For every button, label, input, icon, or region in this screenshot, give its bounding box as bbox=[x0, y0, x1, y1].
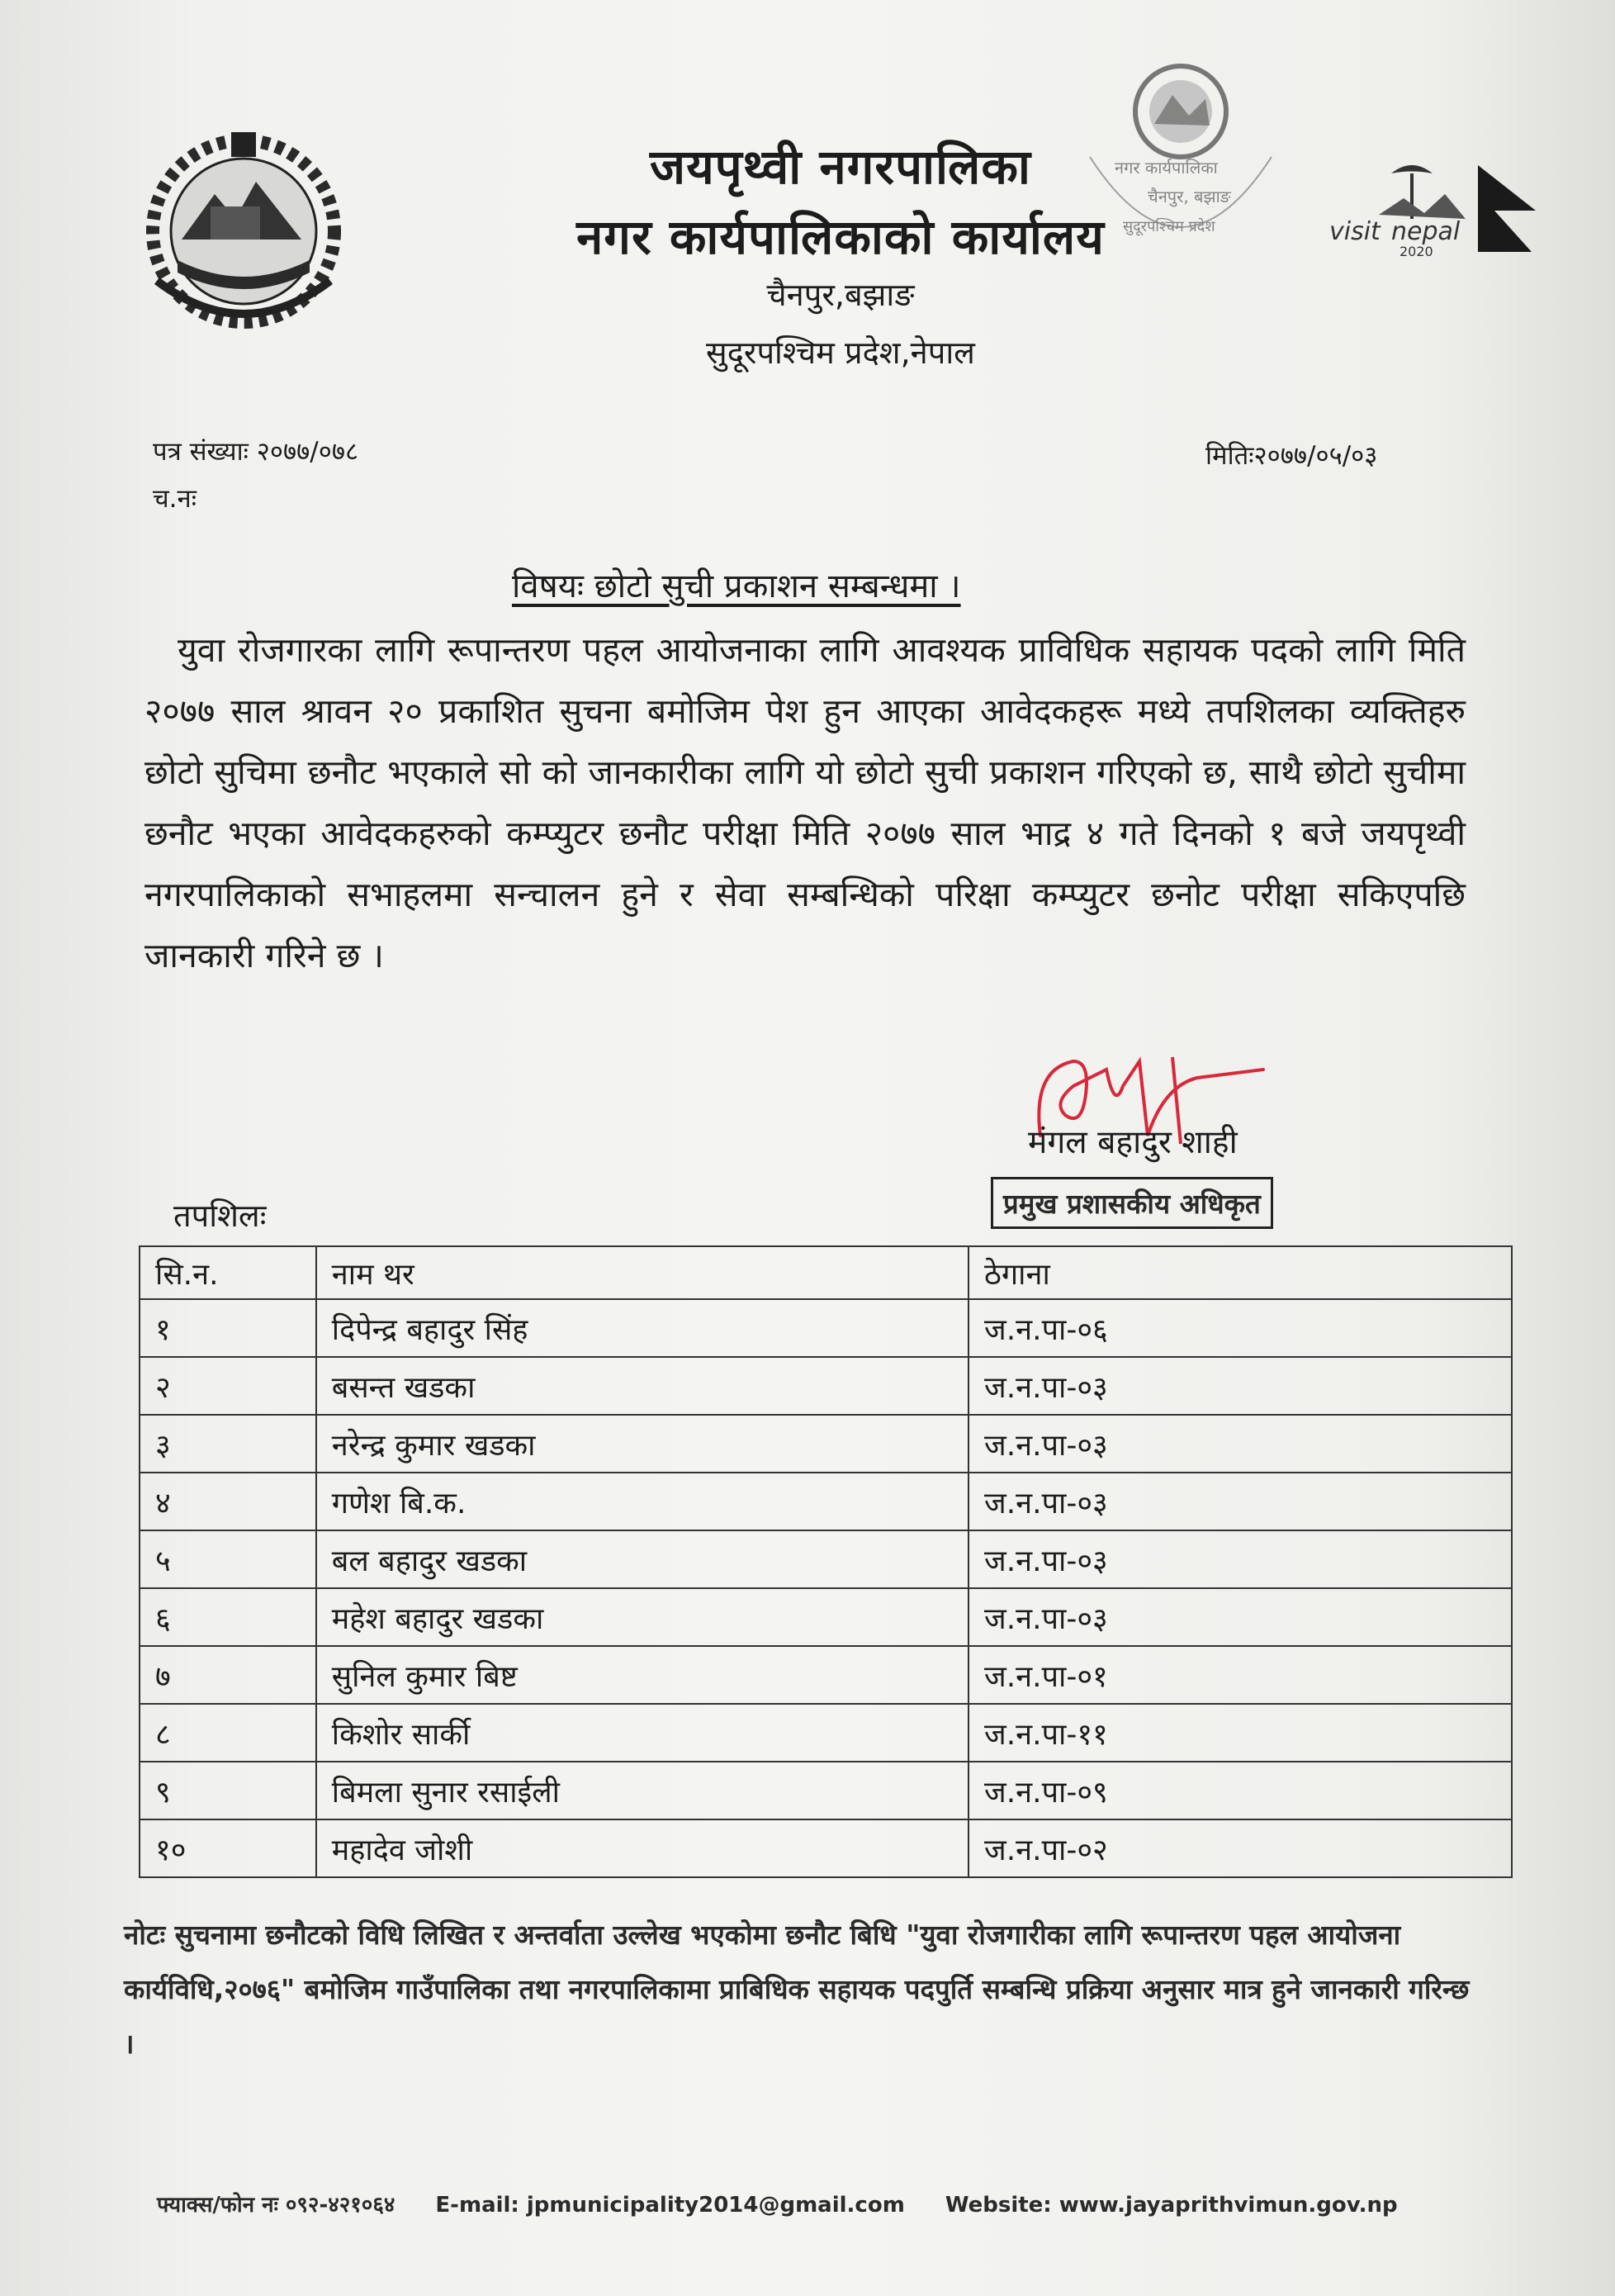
contact-footer bbox=[157, 2189, 1561, 2218]
address-cell: ज.न.पा-०२ bbox=[969, 1819, 1512, 1877]
name-cell: बिमला सुनार रसाईली bbox=[316, 1762, 969, 1819]
office-location: चैनपुर,बझाङ bbox=[766, 277, 915, 313]
name-cell: दिपेन्द्र बहादुर सिंह bbox=[316, 1299, 969, 1357]
name-cell: महेश बहादुर खडका bbox=[316, 1588, 969, 1646]
serial-cell: ३ bbox=[140, 1415, 316, 1473]
name-cell: सुनिल कुमार बिष्ट bbox=[316, 1646, 969, 1704]
name-cell: बसन्त खडका bbox=[316, 1357, 969, 1415]
office-name: नगर कार्यपालिकाको कार्यालय bbox=[576, 209, 1105, 265]
table-heading: तपशिलः bbox=[173, 1198, 267, 1234]
address-cell: ज.न.पा-०६ bbox=[969, 1299, 1512, 1357]
letter-subject: विषयः छोटो सुची प्रकाशन सम्बन्धमा । bbox=[512, 567, 961, 605]
serial-cell: ५ bbox=[140, 1530, 316, 1588]
shortlist-table bbox=[139, 1245, 1513, 1878]
serial-cell: १ bbox=[140, 1299, 316, 1357]
name-cell: नरेन्द्र कुमार खडका bbox=[316, 1415, 969, 1473]
address-cell: ज.न.पा-०९ bbox=[969, 1762, 1512, 1819]
table-row bbox=[140, 1473, 1512, 1530]
footnote: नोटः सुचनामा छनौटको विधि लिखित र अन्तर्वाता उल्लेख भएकोमा छनौट बिधि "युवा रोजगारीका लागि रूपान्तरण पहल आयोजना कार्यविधि,२०७६" बमोजिम गाउँपालिका तथा नगरपालिकामा प्राबिधिक सहायक पदपुर्ति सम्बन्धि प्रक्रिया अनुसार मात्र हुने जानकारी गरिन्छ । bbox=[124, 1919, 1470, 2060]
column-header-name: नाम थर bbox=[316, 1246, 969, 1299]
signer-name: मंगल बहादुर शाही bbox=[1028, 1124, 1238, 1161]
svg-text:visit: visit bbox=[1329, 217, 1381, 246]
table-row bbox=[140, 1357, 1512, 1415]
serial-cell: ४ bbox=[140, 1473, 316, 1530]
address-cell: ज.न.पा-०३ bbox=[969, 1357, 1512, 1415]
email-address: E-mail: jpmunicipality2014@gmail.com bbox=[435, 2193, 905, 2218]
name-cell: महादेव जोशी bbox=[316, 1819, 969, 1877]
table-row bbox=[140, 1588, 1512, 1646]
fax-phone: फ्याक्स/फोन नः ०९२-४२१०६४ bbox=[157, 2193, 395, 2218]
serial-cell: ८ bbox=[140, 1704, 316, 1762]
serial-cell: ९ bbox=[140, 1762, 316, 1819]
address-cell: ज.न.पा-०३ bbox=[969, 1415, 1512, 1473]
svg-text:नगर कार्यपालिका: नगर कार्यपालिका bbox=[1115, 158, 1218, 178]
address-cell: ज.न.पा-०३ bbox=[969, 1588, 1512, 1646]
letter-date: मितिः२०७७/०५/०३ bbox=[1205, 441, 1378, 471]
svg-text:nepal: nepal bbox=[1391, 217, 1461, 246]
serial-cell: २ bbox=[140, 1357, 316, 1415]
table-row bbox=[140, 1704, 1512, 1762]
table-row bbox=[140, 1530, 1512, 1588]
address-cell: ज.न.पा-०३ bbox=[969, 1530, 1512, 1588]
address-cell: ज.न.पा-०३ bbox=[969, 1473, 1512, 1530]
municipality-name: जयपृथ्वी नगरपालिका bbox=[650, 139, 1031, 195]
dispatch-number: च.नः bbox=[153, 484, 197, 514]
letter-body: युवा रोजगारका लागि रूपान्तरण पहल आयोजनाका लागि आवश्यक प्राविधिक सहायक पदको लागि मिति २०७७ साल श्रावन २० प्रकाशित सुचना बमोजिम पेश हुन आएका आवेदकहरू मध्ये तपशिलका व्यक्तिहरु छोटो सुचिमा छनौट भएकाले सो को जानकारीका लागि यो छोटो सुची प्रकाशन गरिएको छ, साथै छोटो सुचीमा छनौट भएका आवेदकहरुको कम्प्युटर छनौट परीक्षा मिति २०७७ साल भाद्र ४ गते दिनको १ बजे जयपृथ्वी नगरपालिकाको सभाहलमा सन्चालन हुने र सेवा सम्बन्धिको परिक्षा कम्प्युटर छनोट परीक्षा सकिएपछि जानकारी गरिने छ । bbox=[144, 630, 1466, 975]
svg-text:चैनपुर, बझाङ: चैनपुर, बझाङ bbox=[1148, 187, 1231, 206]
svg-text:सुदूरपश्चिम प्रदेश: सुदूरपश्चिम प्रदेश bbox=[1123, 218, 1215, 235]
address-cell: ज.न.पा-११ bbox=[969, 1704, 1512, 1762]
table-row bbox=[140, 1299, 1512, 1357]
table-row bbox=[140, 1762, 1512, 1819]
address-cell: ज.न.पा-०१ bbox=[969, 1646, 1512, 1704]
column-header-serial: सि.न. bbox=[140, 1246, 316, 1299]
designation-stamp: प्रमुख प्रशासकीय अधिकृत bbox=[991, 1177, 1273, 1229]
serial-cell: ७ bbox=[140, 1646, 316, 1704]
column-header-address: ठेगाना bbox=[969, 1246, 1512, 1299]
table-row bbox=[140, 1819, 1512, 1877]
name-cell: गणेश बि.क. bbox=[316, 1473, 969, 1530]
table-row bbox=[140, 1415, 1512, 1473]
table-row bbox=[140, 1646, 1512, 1704]
svg-text:2020: 2020 bbox=[1400, 244, 1433, 259]
office-province: सुदूरपश्चिम प्रदेश,नेपाल bbox=[706, 334, 975, 371]
table-header-row bbox=[140, 1246, 1512, 1299]
website-address: Website: www.jayaprithvimun.gov.np bbox=[945, 2193, 1398, 2218]
serial-cell: ६ bbox=[140, 1588, 316, 1646]
name-cell: किशोर सार्की bbox=[316, 1704, 969, 1762]
letter-reference-number: पत्र संख्याः २०७७/०७८ bbox=[153, 437, 359, 467]
serial-cell: १० bbox=[140, 1819, 316, 1877]
name-cell: बल बहादुर खडका bbox=[316, 1530, 969, 1588]
